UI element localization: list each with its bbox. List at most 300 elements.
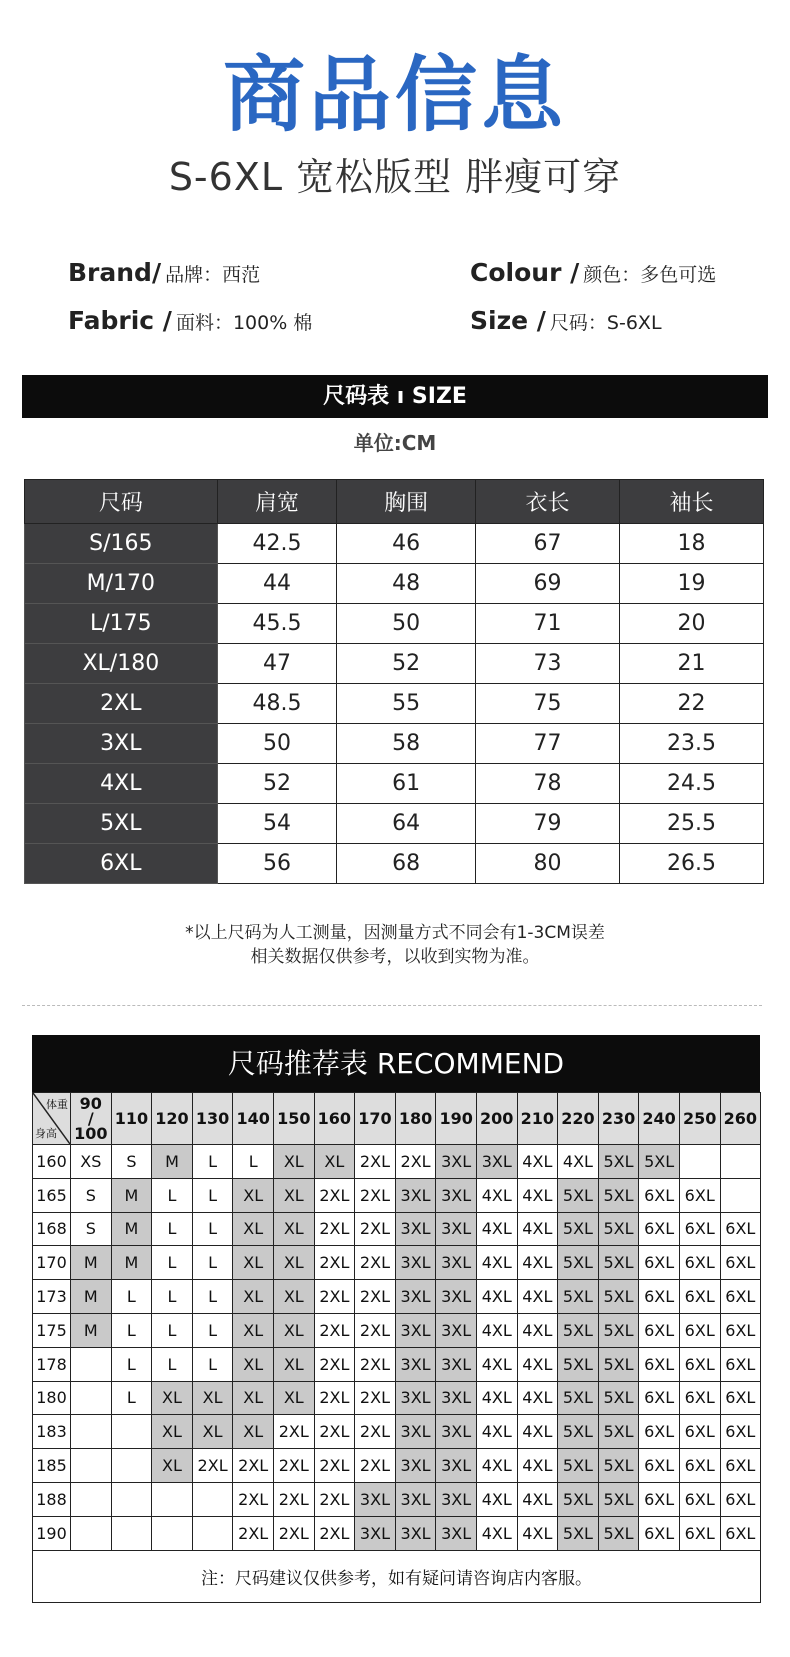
table-row: [33, 1178, 761, 1212]
height-label: 173: [33, 1280, 71, 1314]
recommend-cell: 2XL: [233, 1482, 274, 1516]
recommend-cell: 5XL: [558, 1280, 599, 1314]
size-row-label: XL/180: [25, 644, 218, 684]
recommend-cell: XL: [273, 1212, 314, 1246]
recommend-cell: 3XL: [436, 1381, 477, 1415]
recommend-cell: 5XL: [558, 1381, 599, 1415]
table-row: [25, 764, 764, 804]
recommend-cell: [111, 1415, 152, 1449]
size-cell: 25.5: [619, 804, 763, 844]
recommend-cell: 2XL: [273, 1415, 314, 1449]
size-row-label: 3XL: [25, 724, 218, 764]
recommend-cell: 5XL: [598, 1145, 639, 1179]
recommend-cell: 3XL: [395, 1381, 436, 1415]
size-info: [470, 306, 662, 338]
size-label: Size /: [470, 306, 546, 335]
recommend-cell: 2XL: [355, 1178, 396, 1212]
measurement-note: [0, 921, 790, 969]
recommend-cell: 5XL: [598, 1449, 639, 1483]
size-cell: 64: [337, 804, 476, 844]
size-cell: 50: [337, 604, 476, 644]
table-row: [33, 1516, 761, 1550]
recommend-cell: [71, 1516, 112, 1550]
size-cell: 46: [337, 524, 476, 564]
recommend-cell: [111, 1482, 152, 1516]
table-row: [33, 1313, 761, 1347]
recommend-cell: [720, 1178, 761, 1212]
recommend-cell: 6XL: [679, 1449, 720, 1483]
table-row: [33, 1347, 761, 1381]
recommend-cell: 3XL: [436, 1449, 477, 1483]
recommend-cell: L: [192, 1347, 233, 1381]
measurement-note-line1: *以上尺码为人工测量，因测量方式不同会有1-3CM误差: [185, 923, 605, 943]
recommend-cell: 4XL: [476, 1482, 517, 1516]
recommend-cell: XL: [233, 1347, 274, 1381]
recommend-cell: 3XL: [395, 1482, 436, 1516]
size-cell: 78: [476, 764, 620, 804]
colour-label: Colour /: [470, 258, 580, 287]
recommend-cell: 2XL: [273, 1482, 314, 1516]
recommend-cell: 6XL: [639, 1381, 680, 1415]
size-chart-banner: 尺码表 ı SIZE: [22, 375, 768, 418]
recommend-cell: [71, 1415, 112, 1449]
recommend-cell: 4XL: [517, 1313, 558, 1347]
size-row-label: 2XL: [25, 684, 218, 724]
recommend-cell: XL: [233, 1313, 274, 1347]
recommend-cell: 2XL: [233, 1516, 274, 1550]
recommend-cell: 3XL: [395, 1178, 436, 1212]
recommend-cell: 2XL: [314, 1415, 355, 1449]
recommend-cell: 5XL: [558, 1449, 599, 1483]
recommend-cell: 4XL: [517, 1449, 558, 1483]
weight-header: 160: [314, 1093, 355, 1145]
recommend-cell: 4XL: [476, 1415, 517, 1449]
recommend-cell: 5XL: [598, 1482, 639, 1516]
height-label: 188: [33, 1482, 71, 1516]
size-col-header: 胸围: [337, 480, 476, 524]
size-row-label: 4XL: [25, 764, 218, 804]
size-cell: 21: [619, 644, 763, 684]
recommend-cell: 3XL: [395, 1280, 436, 1314]
recommend-cell: XL: [273, 1381, 314, 1415]
recommend-cell: XL: [233, 1415, 274, 1449]
size-cell: 61: [337, 764, 476, 804]
dashed-divider: [22, 1005, 762, 1006]
recommend-cell: 5XL: [558, 1516, 599, 1550]
table-row: [25, 604, 764, 644]
recommend-cell: XL: [233, 1178, 274, 1212]
weight-header: 210: [517, 1093, 558, 1145]
recommend-banner: 尺码推荐表 RECOMMEND: [32, 1035, 760, 1092]
recommend-cell: 5XL: [558, 1482, 599, 1516]
table-row: [33, 1449, 761, 1483]
recommend-cell: L: [192, 1145, 233, 1179]
recommend-cell: 2XL: [314, 1449, 355, 1483]
recommend-cell: XL: [152, 1449, 193, 1483]
weight-header: 200: [476, 1093, 517, 1145]
weight-header: 220: [558, 1093, 599, 1145]
size-cell: 24.5: [619, 764, 763, 804]
recommend-cell: 6XL: [639, 1280, 680, 1314]
recommend-cell: 6XL: [720, 1415, 761, 1449]
recommend-cell: L: [111, 1280, 152, 1314]
size-col-header: 袖长: [619, 480, 763, 524]
recommend-cell: S: [111, 1145, 152, 1179]
recommend-cell: 4XL: [476, 1212, 517, 1246]
table-row: [25, 724, 764, 764]
weight-header: 110: [111, 1093, 152, 1145]
recommend-cell: 2XL: [314, 1313, 355, 1347]
size-cell: 52: [337, 644, 476, 684]
recommend-cell: 6XL: [679, 1212, 720, 1246]
recommend-cell: 4XL: [517, 1212, 558, 1246]
recommend-cell: 6XL: [639, 1313, 680, 1347]
recommend-cell: [71, 1381, 112, 1415]
recommend-cell: M: [71, 1313, 112, 1347]
recommend-cell: L: [152, 1178, 193, 1212]
table-row: [25, 564, 764, 604]
recommend-cell: 3XL: [476, 1145, 517, 1179]
height-label: 183: [33, 1415, 71, 1449]
weight-header: 170: [355, 1093, 396, 1145]
recommend-cell: 4XL: [517, 1246, 558, 1280]
recommend-cell: 2XL: [355, 1381, 396, 1415]
size-cell: 80: [476, 844, 620, 884]
recommend-cell: 5XL: [598, 1313, 639, 1347]
recommend-cell: 3XL: [436, 1482, 477, 1516]
recommend-cell: 6XL: [679, 1381, 720, 1415]
brand-info: [68, 258, 260, 290]
recommend-cell: [192, 1482, 233, 1516]
recommend-cell: L: [152, 1246, 193, 1280]
weight-header: 240: [639, 1093, 680, 1145]
size-col-header: 衣长: [476, 480, 620, 524]
recommend-cell: L: [152, 1212, 193, 1246]
size-cell: 71: [476, 604, 620, 644]
recommend-cell: 2XL: [314, 1482, 355, 1516]
recommend-cell: 4XL: [517, 1381, 558, 1415]
recommend-cell: 5XL: [598, 1178, 639, 1212]
recommend-cell: 4XL: [476, 1381, 517, 1415]
brand-label: Brand/: [68, 258, 162, 287]
size-cell: 79: [476, 804, 620, 844]
recommend-cell: 2XL: [314, 1246, 355, 1280]
height-label: 185: [33, 1449, 71, 1483]
colour-info: [470, 258, 716, 290]
recommend-cell: 4XL: [476, 1313, 517, 1347]
size-cell: 20: [619, 604, 763, 644]
recommend-cell: XL: [152, 1381, 193, 1415]
table-row: [25, 524, 764, 564]
size-cell: 56: [217, 844, 337, 884]
size-row-label: L/175: [25, 604, 218, 644]
recommend-cell: [71, 1449, 112, 1483]
recommend-cell: 2XL: [314, 1280, 355, 1314]
weight-header: 90 / 100: [71, 1093, 112, 1145]
recommend-table: [32, 1092, 761, 1603]
recommend-cell: 6XL: [720, 1313, 761, 1347]
size-cell: 48: [337, 564, 476, 604]
recommend-cell: 5XL: [598, 1347, 639, 1381]
recommend-cell: S: [71, 1212, 112, 1246]
recommend-cell: XL: [273, 1313, 314, 1347]
size-cell: 26.5: [619, 844, 763, 884]
size-cell: 77: [476, 724, 620, 764]
recommend-cell: 5XL: [598, 1246, 639, 1280]
height-label: 168: [33, 1212, 71, 1246]
table-row: [33, 1381, 761, 1415]
recommend-cell: L: [111, 1313, 152, 1347]
recommend-cell: L: [111, 1347, 152, 1381]
size-row-label: S/165: [25, 524, 218, 564]
recommend-cell: [192, 1516, 233, 1550]
recommend-cell: 4XL: [558, 1145, 599, 1179]
recommend-cell: 5XL: [598, 1516, 639, 1550]
weight-header: 150: [273, 1093, 314, 1145]
recommend-cell: 6XL: [720, 1449, 761, 1483]
size-cell: 58: [337, 724, 476, 764]
recommend-cell: XL: [192, 1415, 233, 1449]
size-value: 尺码：S-6XL: [549, 312, 662, 334]
recommend-cell: 6XL: [720, 1516, 761, 1550]
recommend-cell: XL: [273, 1145, 314, 1179]
recommend-cell: 5XL: [598, 1280, 639, 1314]
size-cell: 23.5: [619, 724, 763, 764]
page-subtitle: S-6XL 宽松版型 胖瘦可穿: [168, 155, 622, 199]
recommend-cell: 6XL: [679, 1347, 720, 1381]
recommend-cell: 5XL: [558, 1178, 599, 1212]
weight-header: 140: [233, 1093, 274, 1145]
brand-value: 品牌：西范: [165, 264, 261, 286]
recommend-cell: 3XL: [395, 1347, 436, 1381]
size-cell: 18: [619, 524, 763, 564]
recommend-cell: 6XL: [679, 1246, 720, 1280]
recommend-cell: 5XL: [598, 1381, 639, 1415]
recommend-cell: 2XL: [314, 1347, 355, 1381]
recommend-cell: 3XL: [436, 1347, 477, 1381]
size-cell: 19: [619, 564, 763, 604]
size-cell: 52: [217, 764, 337, 804]
recommend-cell: 6XL: [639, 1449, 680, 1483]
recommend-cell: 5XL: [639, 1145, 680, 1179]
recommend-cell: XL: [152, 1415, 193, 1449]
recommend-cell: 3XL: [436, 1516, 477, 1550]
recommend-cell: 3XL: [436, 1178, 477, 1212]
recommend-cell: XL: [273, 1178, 314, 1212]
corner-header: [33, 1093, 71, 1145]
recommend-cell: M: [111, 1212, 152, 1246]
size-cell: 55: [337, 684, 476, 724]
recommend-cell: 2XL: [273, 1516, 314, 1550]
recommend-cell: L: [192, 1313, 233, 1347]
recommend-cell: L: [233, 1145, 274, 1179]
recommend-cell: 6XL: [720, 1347, 761, 1381]
size-cell: 50: [217, 724, 337, 764]
recommend-cell: M: [111, 1178, 152, 1212]
recommend-cell: 2XL: [314, 1178, 355, 1212]
recommend-cell: 6XL: [639, 1178, 680, 1212]
recommend-cell: 6XL: [639, 1516, 680, 1550]
recommend-cell: 2XL: [273, 1449, 314, 1483]
recommend-cell: 4XL: [517, 1178, 558, 1212]
page-title: 商品信息: [222, 48, 567, 143]
height-label: 160: [33, 1145, 71, 1179]
weight-header: 120: [152, 1093, 193, 1145]
table-row: [33, 1145, 761, 1179]
recommend-cell: 5XL: [558, 1347, 599, 1381]
recommend-cell: 2XL: [355, 1212, 396, 1246]
size-cell: 69: [476, 564, 620, 604]
recommend-cell: 6XL: [639, 1415, 680, 1449]
recommend-cell: 6XL: [720, 1280, 761, 1314]
recommend-cell: 6XL: [679, 1415, 720, 1449]
size-cell: 54: [217, 804, 337, 844]
corner-weight-label: 体重: [46, 1098, 68, 1111]
recommend-cell: XL: [233, 1381, 274, 1415]
recommend-footer-note: 注：尺码建议仅供参考，如有疑问请咨询店内客服。: [33, 1550, 761, 1602]
recommend-cell: M: [71, 1246, 112, 1280]
size-row-label: 5XL: [25, 804, 218, 844]
recommend-cell: 4XL: [517, 1516, 558, 1550]
size-cell: 73: [476, 644, 620, 684]
recommend-cell: [111, 1449, 152, 1483]
table-row: [33, 1482, 761, 1516]
recommend-cell: L: [152, 1347, 193, 1381]
recommend-cell: L: [152, 1313, 193, 1347]
recommend-cell: 3XL: [436, 1280, 477, 1314]
recommend-cell: 4XL: [517, 1347, 558, 1381]
size-cell: 75: [476, 684, 620, 724]
recommend-cell: 3XL: [355, 1516, 396, 1550]
size-col-header: 肩宽: [217, 480, 337, 524]
recommend-cell: 6XL: [679, 1516, 720, 1550]
recommend-cell: 6XL: [679, 1280, 720, 1314]
size-row-label: M/170: [25, 564, 218, 604]
size-cell: 44: [217, 564, 337, 604]
colour-value: 颜色：多色可选: [583, 264, 717, 286]
recommend-cell: 4XL: [476, 1178, 517, 1212]
recommend-cell: 6XL: [720, 1246, 761, 1280]
recommend-cell: [720, 1145, 761, 1179]
recommend-cell: 6XL: [639, 1212, 680, 1246]
recommend-cell: XL: [192, 1381, 233, 1415]
recommend-cell: 5XL: [558, 1313, 599, 1347]
recommend-cell: 2XL: [355, 1449, 396, 1483]
height-label: 180: [33, 1381, 71, 1415]
recommend-cell: 3XL: [395, 1246, 436, 1280]
table-row: [33, 1246, 761, 1280]
table-row: [33, 1415, 761, 1449]
recommend-cell: 2XL: [355, 1415, 396, 1449]
recommend-cell: M: [111, 1246, 152, 1280]
recommend-cell: XS: [71, 1145, 112, 1179]
recommend-cell: 2XL: [355, 1280, 396, 1314]
table-row: [33, 1212, 761, 1246]
weight-header: 180: [395, 1093, 436, 1145]
size-cell: 45.5: [217, 604, 337, 644]
table-row: [25, 644, 764, 684]
size-cell: 47: [217, 644, 337, 684]
recommend-cell: [152, 1482, 193, 1516]
table-row: [25, 684, 764, 724]
height-label: 178: [33, 1347, 71, 1381]
weight-header: 250: [679, 1093, 720, 1145]
recommend-cell: XL: [233, 1280, 274, 1314]
recommend-cell: 3XL: [355, 1482, 396, 1516]
recommend-cell: XL: [314, 1145, 355, 1179]
recommend-cell: XL: [233, 1246, 274, 1280]
recommend-cell: M: [71, 1280, 112, 1314]
size-chart-table: [24, 479, 764, 884]
corner-height-label: 身高: [35, 1127, 57, 1140]
recommend-cell: 6XL: [720, 1482, 761, 1516]
recommend-cell: 2XL: [314, 1212, 355, 1246]
recommend-cell: M: [152, 1145, 193, 1179]
height-label: 170: [33, 1246, 71, 1280]
size-cell: 48.5: [217, 684, 337, 724]
weight-header: 130: [192, 1093, 233, 1145]
recommend-cell: L: [192, 1246, 233, 1280]
recommend-cell: 3XL: [395, 1449, 436, 1483]
fabric-value: 面料：100% 棉: [175, 312, 313, 334]
recommend-cell: L: [192, 1212, 233, 1246]
recommend-cell: 4XL: [517, 1145, 558, 1179]
recommend-cell: 2XL: [355, 1347, 396, 1381]
recommend-cell: 2XL: [355, 1246, 396, 1280]
recommend-cell: 2XL: [355, 1145, 396, 1179]
weight-header: 230: [598, 1093, 639, 1145]
recommend-cell: 4XL: [476, 1347, 517, 1381]
recommend-cell: XL: [273, 1280, 314, 1314]
recommend-cell: 4XL: [517, 1280, 558, 1314]
recommend-cell: 3XL: [395, 1212, 436, 1246]
recommend-cell: 2XL: [395, 1145, 436, 1179]
recommend-cell: XL: [233, 1212, 274, 1246]
size-cell: 22: [619, 684, 763, 724]
table-row: [25, 804, 764, 844]
recommend-cell: L: [152, 1280, 193, 1314]
recommend-cell: 2XL: [314, 1516, 355, 1550]
recommend-cell: 4XL: [476, 1449, 517, 1483]
size-row-label: 6XL: [25, 844, 218, 884]
recommend-cell: 3XL: [395, 1516, 436, 1550]
weight-header: 260: [720, 1093, 761, 1145]
recommend-cell: 6XL: [720, 1381, 761, 1415]
table-row: [25, 844, 764, 884]
size-cell: 68: [337, 844, 476, 884]
size-cell: 67: [476, 524, 620, 564]
recommend-cell: 4XL: [476, 1246, 517, 1280]
recommend-cell: XL: [273, 1246, 314, 1280]
recommend-cell: [111, 1516, 152, 1550]
recommend-cell: 5XL: [558, 1415, 599, 1449]
size-col-header: 尺码: [25, 480, 218, 524]
recommend-cell: [679, 1145, 720, 1179]
fabric-label: Fabric /: [68, 306, 172, 335]
recommend-cell: 4XL: [517, 1415, 558, 1449]
recommend-cell: 6XL: [679, 1482, 720, 1516]
height-label: 190: [33, 1516, 71, 1550]
recommend-cell: L: [192, 1280, 233, 1314]
fabric-info: [68, 306, 312, 338]
recommend-cell: 4XL: [476, 1516, 517, 1550]
recommend-cell: 4XL: [517, 1482, 558, 1516]
height-label: 175: [33, 1313, 71, 1347]
unit-label: 单位:CM: [353, 431, 437, 455]
recommend-cell: 3XL: [395, 1415, 436, 1449]
recommend-cell: 6XL: [639, 1482, 680, 1516]
recommend-cell: 3XL: [436, 1246, 477, 1280]
